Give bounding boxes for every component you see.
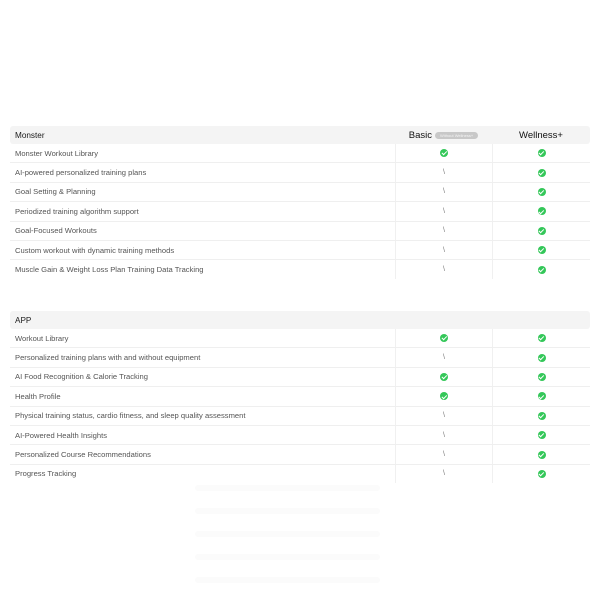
wellness-cell: [492, 445, 590, 463]
basic-cell: [395, 368, 492, 386]
faint-placeholder-line: [195, 577, 380, 583]
feature-name: Workout Library: [15, 333, 69, 343]
feature-name: Monster Workout Library: [15, 148, 98, 158]
check-circle-icon: [538, 373, 546, 381]
feature-name: Progress Tracking: [15, 469, 77, 479]
basic-cell: [395, 348, 492, 366]
wellness-cell: [492, 202, 590, 220]
section-title: APP: [15, 315, 32, 325]
check-circle-icon: [440, 334, 448, 342]
check-circle-icon: [538, 227, 546, 235]
not-included-mark: \: [443, 246, 445, 254]
basic-cell: [395, 426, 492, 444]
wellness-cell: [492, 426, 590, 444]
wellness-cell: [492, 348, 590, 366]
without-wellness-badge: Without Wellness+: [435, 132, 478, 139]
not-included-mark: \: [443, 431, 445, 439]
wellness-cell: [492, 241, 590, 259]
feature-name: Personalized Course Recommendations: [15, 450, 151, 460]
feature-name: Physical training status, cardio fitness, and sleep quality assessment: [15, 411, 246, 421]
feature-name: Goal-Focused Workouts: [15, 226, 97, 236]
check-circle-icon: [538, 334, 546, 342]
check-circle-icon: [538, 246, 546, 254]
feature-name: AI-Powered Health Insights: [15, 430, 108, 440]
table-row: [10, 163, 590, 182]
wellness-cell: [492, 163, 590, 181]
feature-name: Health Profile: [15, 391, 61, 401]
table-row: [10, 465, 590, 483]
basic-label: Basic: [408, 129, 433, 141]
table-row: [10, 260, 590, 278]
section-header: [10, 126, 590, 144]
not-included-mark: \: [443, 169, 445, 177]
check-circle-icon: [538, 451, 546, 459]
not-included-mark: \: [443, 354, 445, 362]
feature-name: AI Food Recognition & Calorie Tracking: [15, 372, 148, 382]
not-included-mark: \: [443, 188, 445, 196]
check-circle-icon: [538, 354, 546, 362]
not-included-mark: \: [443, 227, 445, 235]
feature-name: Personalized training plans with and without equipment: [15, 353, 201, 363]
table-row: [10, 222, 590, 241]
not-included-mark: \: [443, 451, 445, 459]
basic-cell: [395, 445, 492, 463]
feature-name: Periodized training algorithm support: [15, 206, 139, 216]
table-row: [10, 144, 590, 163]
check-circle-icon: [440, 392, 448, 400]
faint-placeholder-line: [195, 554, 380, 560]
not-included-mark: \: [443, 412, 445, 420]
comparison-section-monster: [10, 126, 590, 279]
wellness-cell: [492, 144, 590, 162]
feature-name: Goal Setting & Planning: [15, 187, 96, 197]
table-row: [10, 241, 590, 260]
wellness-cell: [492, 329, 590, 347]
basic-cell: [395, 163, 492, 181]
table-row: [10, 426, 590, 445]
column-header-wellness: Wellness+: [519, 129, 563, 141]
comparison-section-app: [10, 311, 590, 483]
table-row: [10, 368, 590, 387]
check-circle-icon: [440, 149, 448, 157]
basic-cell: [395, 241, 492, 259]
feature-rows: [10, 144, 590, 279]
check-circle-icon: [538, 431, 546, 439]
basic-cell: [395, 222, 492, 240]
table-row: [10, 387, 590, 406]
section-title: Monster: [15, 130, 45, 140]
wellness-cell: [492, 407, 590, 425]
feature-name: AI-powered personalized training plans: [15, 168, 147, 178]
basic-cell: [395, 183, 492, 201]
table-row: [10, 329, 590, 348]
check-circle-icon: [538, 207, 546, 215]
check-circle-icon: [538, 149, 546, 157]
check-circle-icon: [538, 470, 546, 478]
table-row: [10, 445, 590, 464]
feature-name: Custom workout with dynamic training methods: [15, 245, 175, 255]
wellness-cell: [492, 260, 590, 278]
wellness-cell: [492, 368, 590, 386]
faint-placeholder-line: [195, 531, 380, 537]
table-row: [10, 407, 590, 426]
not-included-mark: \: [443, 207, 445, 215]
basic-cell: [395, 407, 492, 425]
wellness-cell: [492, 465, 590, 483]
basic-cell: [395, 465, 492, 483]
table-row: [10, 183, 590, 202]
basic-cell: [395, 260, 492, 278]
feature-rows: [10, 329, 590, 483]
check-circle-icon: [538, 169, 546, 177]
wellness-cell: [492, 222, 590, 240]
not-included-mark: \: [443, 470, 445, 478]
section-header: [10, 311, 590, 329]
check-circle-icon: [538, 188, 546, 196]
basic-cell: [395, 329, 492, 347]
faint-placeholder-line: [195, 508, 380, 514]
check-circle-icon: [538, 412, 546, 420]
basic-cell: [395, 144, 492, 162]
faint-placeholder-line: [195, 485, 380, 491]
column-header-basic: [395, 130, 492, 141]
table-row: [10, 202, 590, 221]
wellness-cell: [492, 387, 590, 405]
basic-cell: [395, 387, 492, 405]
not-included-mark: \: [443, 266, 445, 274]
table-row: [10, 348, 590, 367]
wellness-cell: [492, 183, 590, 201]
feature-name: Muscle Gain & Weight Loss Plan Training Data Tracking: [15, 265, 204, 275]
basic-cell: [395, 202, 492, 220]
check-circle-icon: [538, 266, 546, 274]
check-circle-icon: [538, 392, 546, 400]
check-circle-icon: [440, 373, 448, 381]
